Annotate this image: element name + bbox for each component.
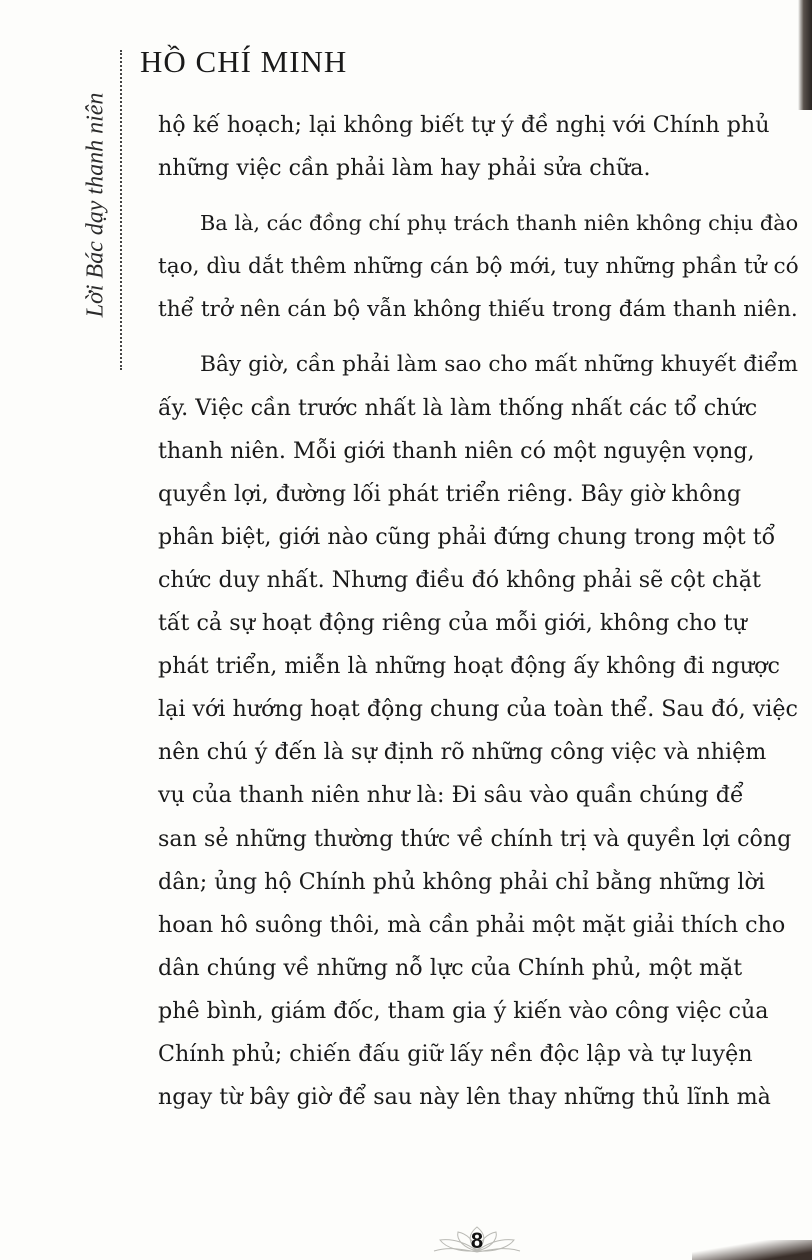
text-line: ngay từ bây giờ để sau này lên thay những thủ lĩnh mà [158, 1084, 771, 1111]
text-line: phát triển, miễn là những hoạt động ấy không đi ngược [158, 653, 780, 680]
text-line: phê bình, giám đốc, tham gia ý kiến vào công việc của [158, 997, 769, 1024]
running-header-author: HỒ CHÍ MINH [140, 44, 348, 79]
paragraph [158, 343, 798, 1119]
paragraph [158, 104, 798, 190]
text-line: những việc cần phải làm hay phải sửa chữa. [158, 155, 651, 182]
page-number: 8 [470, 1228, 484, 1253]
running-title-text: Lời Bác dạy thanh niên [82, 92, 109, 318]
paragraph [158, 202, 798, 331]
text-line: hộ kế hoạch; lại không biết tự ý đề nghị với Chính phủ [158, 112, 770, 138]
text-line: Ba là, các đồng chí phụ trách thanh niên không chịu đào [200, 211, 799, 236]
text-line: Chính phủ; chiến đấu giữ lấy nền độc lập và tự luyện [158, 1040, 753, 1067]
text-line: hoan hô suông thôi, mà cần phải một mặt giải thích cho [158, 911, 786, 938]
body-text [158, 104, 798, 1119]
text-line: ấy. Việc cần trước nhất là làm thống nhất các tổ chức [158, 394, 758, 421]
text-line: vụ của thanh niên như là: Đi sâu vào quần chúng để [158, 782, 744, 809]
paragraph-gap [158, 190, 798, 202]
text-line: Bây giờ, cần phải làm sao cho mất những khuyết điểm [200, 352, 798, 378]
text-line: thể trở nên cán bộ vẫn không thiếu trong đám thanh niên. [158, 297, 798, 323]
text-line: quyền lợi, đường lối phát triển riêng. Bây giờ không [158, 480, 742, 507]
text-line: phân biệt, giới nào cũng phải đứng chung trong một tổ [158, 523, 776, 550]
page-corner-shadow [692, 1240, 812, 1260]
text-line: thanh niên. Mỗi giới thanh niên có một nguyện vọng, [158, 437, 755, 464]
text-line: tất cả sự hoạt động riêng của mỗi giới, không cho tự [158, 610, 747, 637]
page-edge-shadow [798, 0, 812, 110]
text-line: lại với hướng hoạt động chung của toàn thể. Sau đó, việc [158, 696, 798, 723]
text-line: dân; ủng hộ Chính phủ không phải chỉ bằng những lời [158, 868, 765, 895]
text-line: nên chú ý đến là sự định rõ những công việc và nhiệm [158, 739, 767, 766]
text-line: chức duy nhất. Nhưng điều đó không phải sẽ cột chặt [158, 566, 761, 593]
paragraph-gap [158, 331, 798, 343]
text-line: dân chúng về những nỗ lực của Chính phủ, một mặt [158, 954, 743, 981]
text-line: san sẻ những thường thức về chính trị và quyền lợi công [158, 825, 792, 852]
margin-dotted-rule [120, 50, 122, 370]
text-line: tạo, dìu dắt thêm những cán bộ mới, tuy những phần tử có [158, 254, 799, 280]
